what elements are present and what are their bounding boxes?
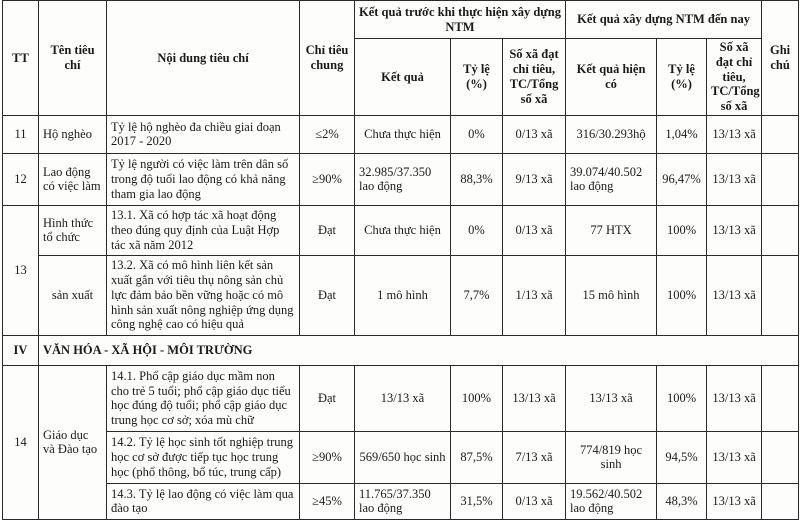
row-note <box>762 431 799 483</box>
row-current-result: 77 HTX <box>566 205 657 255</box>
row-note <box>762 153 799 205</box>
row-note <box>762 205 799 255</box>
row-current-rate: 100% <box>657 255 707 335</box>
row-before-rate: 87,5% <box>451 431 503 483</box>
row-current-communes: 13/13 xã <box>707 365 762 431</box>
table-row <box>3 255 799 335</box>
row-target: ≤2% <box>300 115 355 153</box>
row-current-rate: 94,5% <box>657 431 707 483</box>
header-before-communes: Số xã đạt chỉ tiêu, TC/Tổng số xã <box>503 39 566 116</box>
row-criterion-content: Tỷ lệ người có việc làm trên dân số trong độ tuổi lao động có khả năng tham gia lao động <box>107 153 300 205</box>
section-title: VĂN HÓA - XÃ HỘI - MÔI TRƯỜNG <box>39 335 799 365</box>
header-criterion-content: Nội dung tiêu chí <box>107 1 300 116</box>
header-row-1 <box>3 1 799 39</box>
row-current-rate: 1,04% <box>657 115 707 153</box>
row-note <box>762 255 799 335</box>
criteria-table <box>2 0 799 520</box>
header-current-communes: Số xã đạt chỉ tiêu, TC/Tổng số xã <box>707 39 762 116</box>
row-before-result: Chưa thực hiện <box>355 115 451 153</box>
header-criterion-name: Tên tiêu chí <box>39 1 107 116</box>
row-before-rate: 100% <box>451 365 503 431</box>
row-current-result: 15 mô hình <box>566 255 657 335</box>
row-tt: 14 <box>3 365 39 519</box>
header-before-group: Kết quả trước khi thực hiện xây dựng NTM <box>355 1 566 39</box>
row-criterion-content: Tỷ lệ hộ nghèo đa chiều giai đoạn 2017 - 2020 <box>107 115 300 153</box>
row-criterion-content: 13.2. Xã có mô hình liên kết sản xuất gắn với tiêu thụ nông sản chủ lực đảm bảo bền vững hoặc có mô hình sản xuất nông nghiệp ứng dụng công nghệ cao có hiệu quả <box>107 255 300 335</box>
row-target: Đạt <box>300 365 355 431</box>
section-number: IV <box>3 335 39 365</box>
row-current-result: 19.562/40.502 lao động <box>566 483 657 519</box>
table-row <box>3 153 799 205</box>
row-criterion-content: 14.1. Phổ cập giáo dục mầm non cho trẻ 5 tuổi; phổ cập giáo dục tiểu học đúng độ tuổi; phổ cập giáo dục trung học cơ sở; xóa mù chữ <box>107 365 300 431</box>
row-before-communes: 9/13 xã <box>503 153 566 205</box>
row-target: ≥90% <box>300 153 355 205</box>
header-note: Ghi chú <box>762 1 799 116</box>
table-row <box>3 483 799 519</box>
row-current-result: 316/30.293hộ <box>566 115 657 153</box>
row-criterion-name: sản xuất <box>39 255 107 335</box>
row-target: Đạt <box>300 205 355 255</box>
row-before-communes: 13/13 xã <box>503 365 566 431</box>
row-note <box>762 365 799 431</box>
row-before-rate: 0% <box>451 205 503 255</box>
row-before-result: 1 mô hình <box>355 255 451 335</box>
row-before-result: 32.985/37.350 lao động <box>355 153 451 205</box>
row-before-rate: 7,7% <box>451 255 503 335</box>
row-criterion-name: Hộ nghèo <box>39 115 107 153</box>
row-criterion-content: 14.3. Tỷ lệ lao động có việc làm qua đào tạo <box>107 483 300 519</box>
row-criterion-name: Giáo dục và Đào tạo <box>39 365 107 519</box>
row-before-rate: 31,5% <box>451 483 503 519</box>
row-current-communes: 13/13 xã <box>707 115 762 153</box>
row-before-communes: 0/13 xã <box>503 483 566 519</box>
header-tt: TT <box>3 1 39 116</box>
row-current-communes: 13/13 xã <box>707 205 762 255</box>
table-row <box>3 431 799 483</box>
row-tt: 13 <box>3 205 39 335</box>
table-row <box>3 205 799 255</box>
row-criterion-content: 14.2. Tỷ lệ học sinh tốt nghiệp trung học cơ sở được tiếp tục học trung học (phổ thông, bổ túc, trung cấp) <box>107 431 300 483</box>
row-target: ≥90% <box>300 431 355 483</box>
row-before-communes: 1/13 xã <box>503 255 566 335</box>
row-current-communes: 13/13 xã <box>707 431 762 483</box>
header-current-rate: Tỷ lệ (%) <box>657 39 707 116</box>
row-criterion-content: 13.1. Xã có hợp tác xã hoạt động theo đúng quy định của Luật Hợp tác xã năm 2012 <box>107 205 300 255</box>
header-current-result: Kết quả hiện có <box>566 39 657 116</box>
row-criterion-name: Lao động có việc làm <box>39 153 107 205</box>
row-before-result: Chưa thực hiện <box>355 205 451 255</box>
row-before-result: 11.765/37.350 lao động <box>355 483 451 519</box>
row-current-communes: 13/13 xã <box>707 255 762 335</box>
row-current-result: 774/819 học sinh <box>566 431 657 483</box>
row-before-communes: 7/13 xã <box>503 431 566 483</box>
row-before-communes: 0/13 xã <box>503 115 566 153</box>
row-current-rate: 48,3% <box>657 483 707 519</box>
row-target: Đạt <box>300 255 355 335</box>
header-general-target: Chỉ tiêu chung <box>300 1 355 116</box>
row-before-result: 13/13 xã <box>355 365 451 431</box>
row-current-rate: 96,47% <box>657 153 707 205</box>
row-before-rate: 0% <box>451 115 503 153</box>
row-before-rate: 88,3% <box>451 153 503 205</box>
row-current-communes: 13/13 xã <box>707 483 762 519</box>
row-tt: 11 <box>3 115 39 153</box>
row-tt: 12 <box>3 153 39 205</box>
row-note <box>762 115 799 153</box>
row-current-rate: 100% <box>657 205 707 255</box>
header-before-result: Kết quả <box>355 39 451 116</box>
row-current-rate: 100% <box>657 365 707 431</box>
table-row <box>3 365 799 431</box>
header-before-rate: Tỷ lệ (%) <box>451 39 503 116</box>
row-current-result: 39.074/40.502 lao động <box>566 153 657 205</box>
row-current-result: 13/13 xã <box>566 365 657 431</box>
section-row <box>3 335 799 365</box>
table-row <box>3 115 799 153</box>
header-current-group: Kết quả xây dựng NTM đến nay <box>566 1 762 39</box>
row-target: ≥45% <box>300 483 355 519</box>
row-before-result: 569/650 học sinh <box>355 431 451 483</box>
row-current-communes: 13/13 xã <box>707 153 762 205</box>
row-before-communes: 0/13 xã <box>503 205 566 255</box>
row-note <box>762 483 799 519</box>
row-criterion-name: Hình thức tổ chức <box>39 205 107 255</box>
